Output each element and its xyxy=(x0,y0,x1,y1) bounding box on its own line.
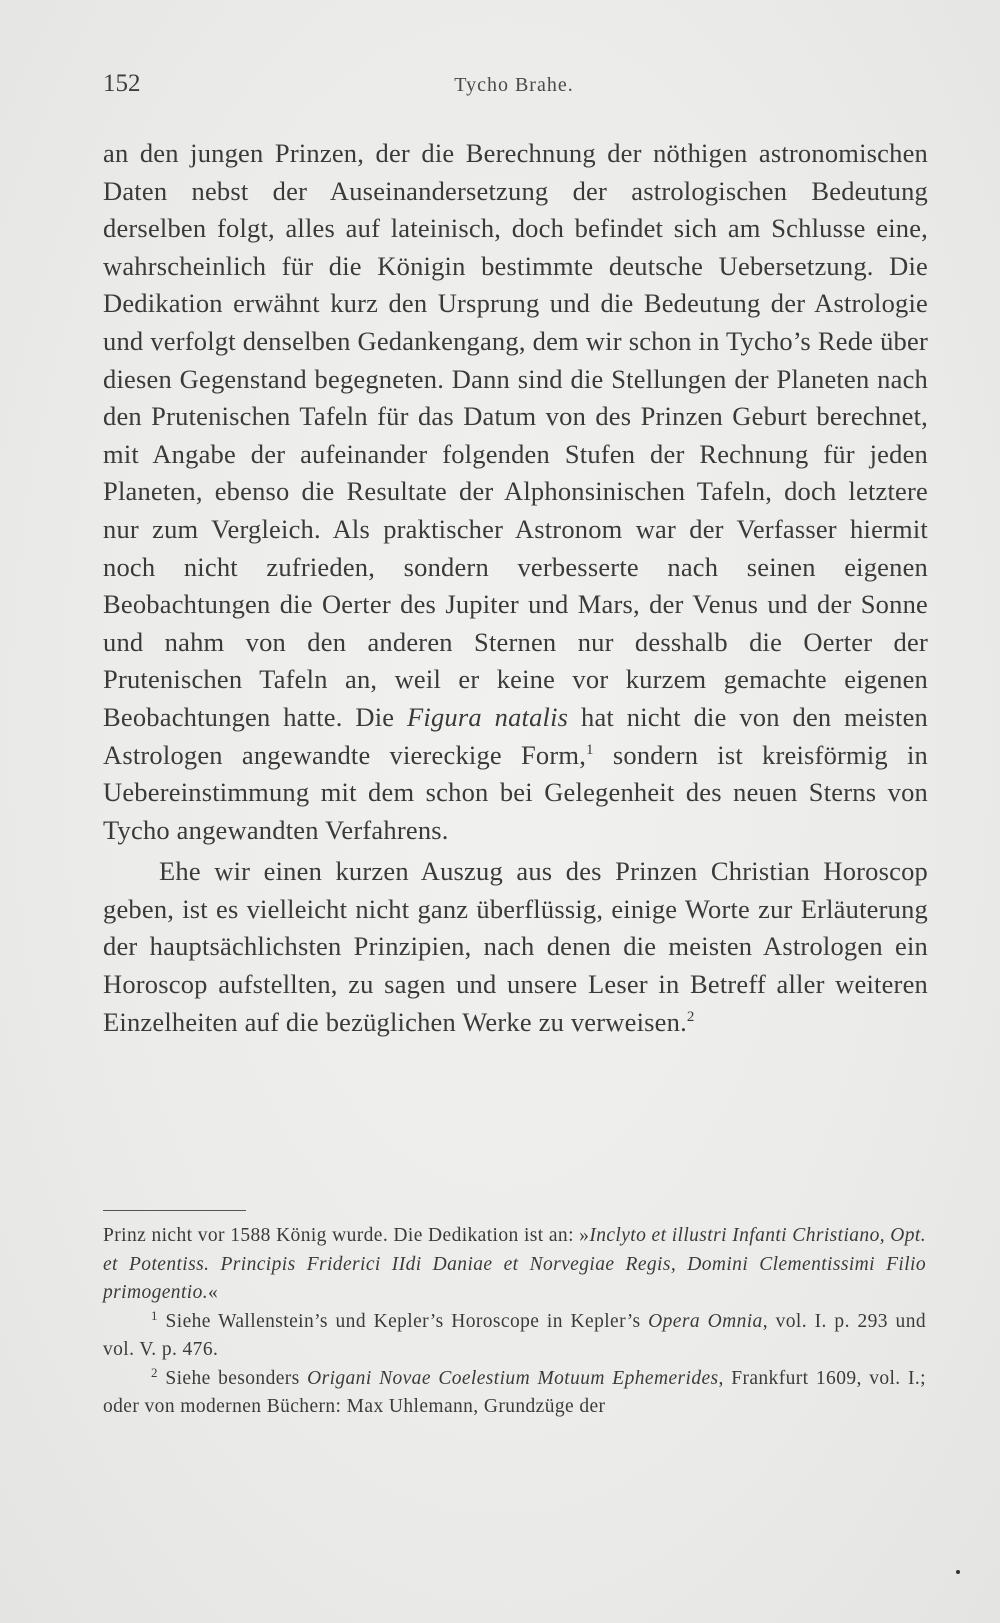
running-head: Tycho Brahe. xyxy=(454,74,574,96)
dedication-latin: Inclyto et illustri Infanti Christiano, Opt. et Potentiss. Principis Friderici IIdi Daniae et Norvegiae Regis, Domini Clementissimi Filio primogentio. xyxy=(103,1225,927,1303)
footnote-1 xyxy=(103,1308,926,1365)
footnote-continuation-text: Prinz nicht vor 1588 König wurde. Die Dedikation ist an: » xyxy=(103,1225,590,1246)
paragraph-1-text-cont: hat nicht die von den meisten Astrologen angewandte viereckige Form, xyxy=(103,701,928,770)
footnote-1-text-end: , vol. I. p. 293 und vol. V. p. 476. xyxy=(103,1310,927,1360)
footnote-2-text-end: , Frankfurt 1609, vol. I.; oder von modernen Büchern: Max Uhlemann, Grundzüge der xyxy=(103,1367,926,1417)
footnote-2-mark: 2 xyxy=(151,1364,158,1380)
figura-natalis-term: Figura natalis xyxy=(407,701,569,732)
paragraph-1-text-end: sondern ist kreisförmig in Uebereinstimmung mit dem schon bei Gelegenheit des neuen Sterns von Tycho angewandten Verfahrens. xyxy=(103,739,928,845)
page-number: 152 xyxy=(103,70,141,97)
dedication-close-quote: « xyxy=(208,1282,219,1303)
paragraph-1-text: an den jungen Prinzen, der die Berechnung der nöthigen astronomischen Daten nebst der Auseinandersetzung der astrologischen Bedeutung derselben folgt, alles auf lateinisch, doch befindet sich am Schlusse eine, wahrscheinlich für die Königin bestimmte deutsche Uebersetzung. Die Dedikation erwähnt kurz den Ursprung und die Bedeutung der Astrologie und verfolgt denselben Gedankengang, dem wir schon in Tycho’s Rede über diesen Gegenstand begegneten. Dann sind die Stellungen der Planeten nach den Prutenischen Tafeln für das Datum von des Prinzen Geburt berechnet, mit Angabe der aufeinander folgenden Stufen der Rechnung für jeden Planeten, ebenso die Resultate der Alphonsinischen Tafeln, doch letztere nur zum Vergleich. Als praktischer Astronom war der Verfasser hiermit noch nicht zufrieden, sondern verbesserte nach seinen eigenen Beobachtungen die Oerter des Jupiter und Mars, der Venus und der Sonne und nahm von den anderen Sternen nur desshalb die Oerter der Prutenischen Tafeln an, weil er keine vor kurzem gemachte eigenen Beobachtungen hatte. Die xyxy=(103,138,928,732)
footnotes xyxy=(103,1222,926,1422)
footnote-2 xyxy=(103,1365,926,1422)
footnote-ref-1: 1 xyxy=(586,741,594,758)
paragraph-2 xyxy=(103,853,928,1041)
footnote-1-text: Siehe Wallenstein’s und Kepler’s Horoscope in Kepler’s xyxy=(157,1310,649,1332)
footnote-2-title: Origani Novae Coelestium Motuum Ephemerides xyxy=(307,1367,719,1389)
paragraph-1 xyxy=(103,135,928,849)
footnote-1-mark: 1 xyxy=(151,1307,158,1323)
footnote-2-text: Siehe besonders xyxy=(157,1367,308,1389)
page-header xyxy=(103,70,925,110)
footnote-ref-2: 2 xyxy=(686,1008,695,1025)
footnote-1-title: Opera Omnia xyxy=(648,1310,763,1332)
main-text xyxy=(103,135,928,1041)
ink-speck xyxy=(956,1570,960,1574)
paragraph-2-text: Ehe wir einen kurzen Auszug aus des Prinzen Christian Horoscop geben, ist es vielleicht nicht ganz überflüssig, einige Worte zur Erläuterung der hauptsächlichsten Prinzipien, nach denen die meisten Astrologen ein Horoscop aufstellten, zu sagen und unsere Leser in Betreff aller weiteren Einzelheiten auf die bezüglichen Werke zu verweisen. xyxy=(103,856,928,1037)
footnote-continuation xyxy=(103,1222,926,1308)
footnote-divider xyxy=(103,1210,246,1211)
